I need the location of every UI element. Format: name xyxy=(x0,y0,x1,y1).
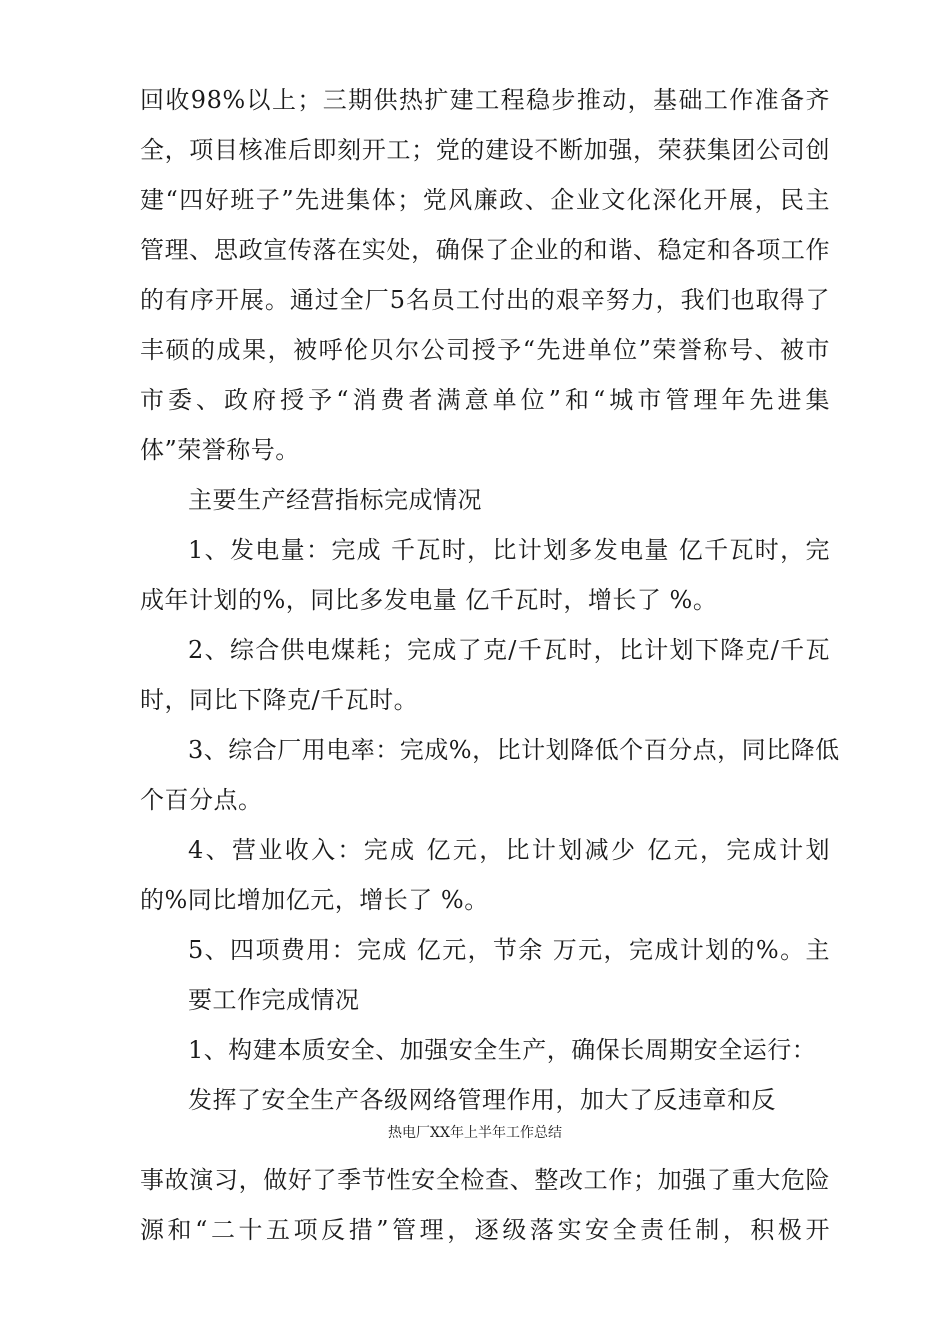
body-text-line: 的有序开展。通过全厂5名员工付出的艰辛努力，我们也取得了 xyxy=(140,286,830,314)
body-text-line: 市委、政府授予“消费者满意单位”和“城市管理年先进集 xyxy=(140,386,830,414)
section-heading: 主要生产经营指标完成情况 xyxy=(188,486,482,514)
work-item: 1、构建本质安全、加强安全生产，确保长周期安全运行： xyxy=(188,1036,817,1064)
indicator-item: 3、综合厂用电率：完成%，比计划降低个百分点，同比降低 xyxy=(188,736,840,764)
indicator-item: 5、四项费用：完成 亿元，节余 万元，完成计划的%。主 xyxy=(188,936,830,964)
indicator-item: 4、营业收入：完成 亿元，比计划减少 亿元，完成计划 xyxy=(188,836,830,864)
page-footer-title: 热电厂XX年上半年工作总结 xyxy=(388,1125,562,1141)
body-text-line: 的%同比增加亿元，增长了 %。 xyxy=(140,886,489,914)
body-text-line: 时，同比下降克/千瓦时。 xyxy=(140,686,419,714)
body-text-line: 回收98%以上；三期供热扩建工程稳步推动，基础工作准备齐 xyxy=(140,86,830,114)
indicator-item: 2、综合供电煤耗；完成了克/千瓦时，比计划下降克/千瓦 xyxy=(188,636,830,664)
body-text-line: 管理、思政宣传落在实处，确保了企业的和谐、稳定和各项工作 xyxy=(140,236,830,264)
body-text-line: 源和“二十五项反措”管理，逐级落实安全责任制，积极开 xyxy=(140,1216,830,1244)
body-text-line: 成年计划的%，同比多发电量 亿千瓦时，增长了 %。 xyxy=(140,586,718,614)
body-text-line: 发挥了安全生产各级网络管理作用，加大了反违章和反 xyxy=(188,1086,776,1114)
body-text-line: 个百分点。 xyxy=(140,786,263,814)
body-text-line: 建“四好班子”先进集体；党风廉政、企业文化深化开展，民主 xyxy=(140,186,830,214)
indicator-item: 1、发电量：完成 千瓦时，比计划多发电量 亿千瓦时，完 xyxy=(188,536,830,564)
body-text-line: 丰硕的成果，被呼伦贝尔公司授予“先进单位”荣誉称号、被市 xyxy=(140,336,830,364)
body-text-line: 事故演习，做好了季节性安全检查、整改工作；加强了重大危险 xyxy=(140,1166,830,1194)
body-text-line: 体”荣誉称号。 xyxy=(140,436,300,464)
body-text-line: 全，项目核准后即刻开工；党的建设不断加强，荣获集团公司创 xyxy=(140,136,830,164)
section-heading: 要工作完成情况 xyxy=(188,986,360,1014)
